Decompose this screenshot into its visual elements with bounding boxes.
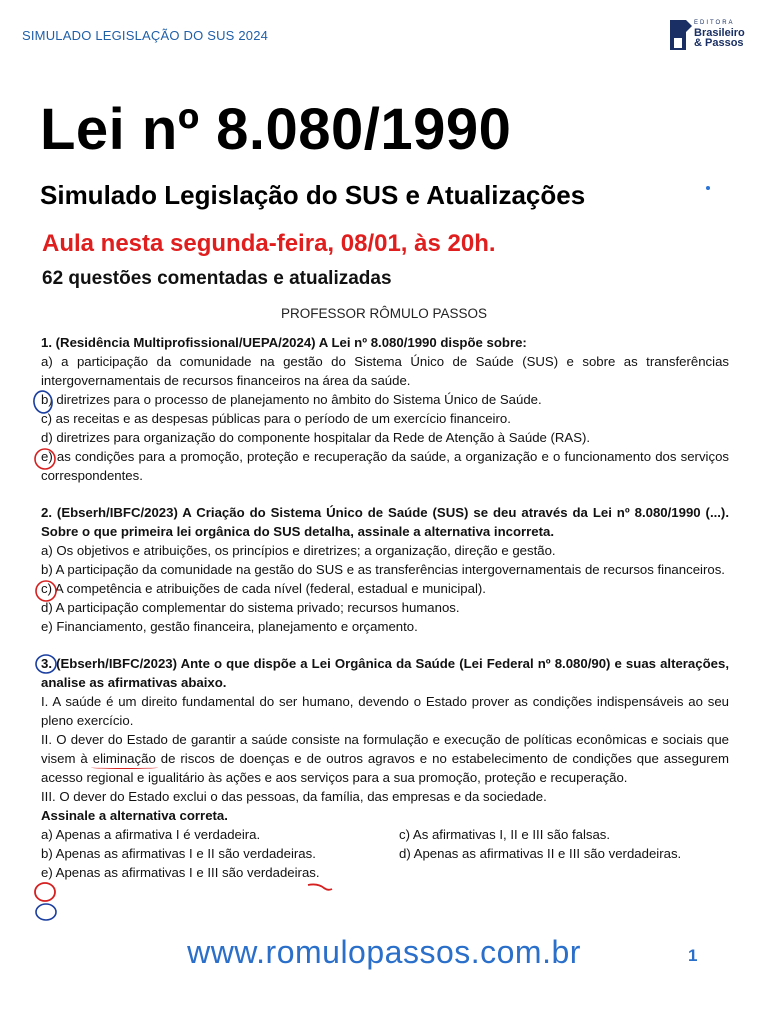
option-d: d) A participação complementar do sistema privado; recursos humanos. [41,600,460,615]
statement-2 [41,730,729,787]
subtitle: Simulado Legislação do SUS e Atualizações [40,180,586,210]
option-e: e) Apenas as afirmativas I e III são verdadeiras. [41,865,320,880]
option-d: d) Apenas as afirmativas II e III são verdadeiras. [399,846,682,861]
question-3 [41,654,729,882]
question-header: 2. (Ebserh/IBFC/2023) A Criação do Sistema Único de Saúde (SUS) se deu através da Lei nº 8.080/1990 (...). Sobre o que primeira lei orgânica do SUS detalha, assinale a alternativa incorreta. [41,505,729,539]
option-e: e) as condições para a promoção, proteção e recuperação da saúde, a organização e o funcionamento dos serviços correspondentes. [41,449,729,483]
option-c: c) A competência e atribuições de cada nível (federal, estadual e municipal). [41,581,486,596]
question-prompt: Assinale a alternativa correta. [41,808,228,823]
question-header: 3. (Ebserh/IBFC/2023) Ante o que dispõe a Lei Orgânica da Saúde (Lei Federal nº 8.080/90) e suas alterações, analise as afirmativas abaixo. [41,656,729,690]
statement-2-underlined: eliminação [92,751,156,766]
statement-2-after: de riscos de doenças e de outros agravos e no estabelecimento de condições que assegurem acesso regional e igualitário às ações e aos serviços para a sua promoção, proteção e recuperação. [41,751,729,785]
question-count: 62 questões comentadas e atualizadas [42,268,392,289]
footer-website-link[interactable]: www.romulopassos.com.br [187,934,581,970]
questions-content [41,333,729,900]
statement-3: III. O dever do Estado exclui o das pessoas, da família, das empresas e da sociedade. [41,789,547,804]
annotation-circle-q3-b [36,904,56,920]
page-number: 1 [688,946,698,965]
statement-1: I. A saúde é um direito fundamental do ser humano, devendo o Estado prover as condições indispensáveis ao seu pleno exercício. [41,694,729,728]
header-title: SIMULADO LEGISLAÇÃO DO SUS 2024 [22,28,269,43]
logo-text-brasileiro: Brasileiro [694,27,745,39]
option-a: a) Os objetivos e atribuições, os princípios e diretrizes; a organização, direção e gestão. [41,543,556,558]
option-c: c) As afirmativas I, II e III são falsas. [399,827,611,842]
decorative-dot [706,186,710,190]
class-announcement: Aula nesta segunda-feira, 08/01, às 20h. [42,230,496,257]
publisher-logo-icon [668,18,694,52]
option-e: e) Financiamento, gestão financeira, planejamento e orçamento. [41,619,418,634]
option-b: b) diretrizes para o processo de planejamento no âmbito do Sistema Único de Saúde. [41,392,542,407]
question-1 [41,333,729,485]
statement-2-before: II. O dever do Estado de garantir a saúde consiste na formulação e execução de políticas econômicas e sociais que visem à [41,732,729,766]
logo-text-editora: EDITORA [694,20,735,26]
option-c: c) as receitas e as despesas públicas para o período de um exercício financeiro. [41,411,511,426]
option-d: d) diretrizes para organização do componente hospitalar da Rede de Atenção à Saúde (RAS). [41,430,591,445]
logo-text-passos: & Passos [694,37,744,49]
main-title: Lei nº 8.080/1990 [40,97,512,162]
option-b: b) Apenas as afirmativas I e II são verdadeiras. [41,846,316,861]
option-a: a) Apenas a afirmativa I é verdadeira. [41,827,261,842]
option-a: a) a participação da comunidade na gestão do Sistema Único de Saúde (SUS) e sobre as transferências intergovernamentais de recursos financeiros na área da saúde. [41,354,729,388]
professor-name: PROFESSOR RÔMULO PASSOS [280,306,488,321]
question-header: 1. (Residência Multiprofissional/UEPA/2024) A Lei nº 8.080/1990 dispõe sobre: [41,335,527,350]
publisher-logo [668,16,748,54]
question-2 [41,503,729,636]
options-grid [41,825,729,882]
option-b: b) A participação da comunidade na gestão do SUS e as transferências intergovernamentais de recursos financeiros. [41,562,725,577]
